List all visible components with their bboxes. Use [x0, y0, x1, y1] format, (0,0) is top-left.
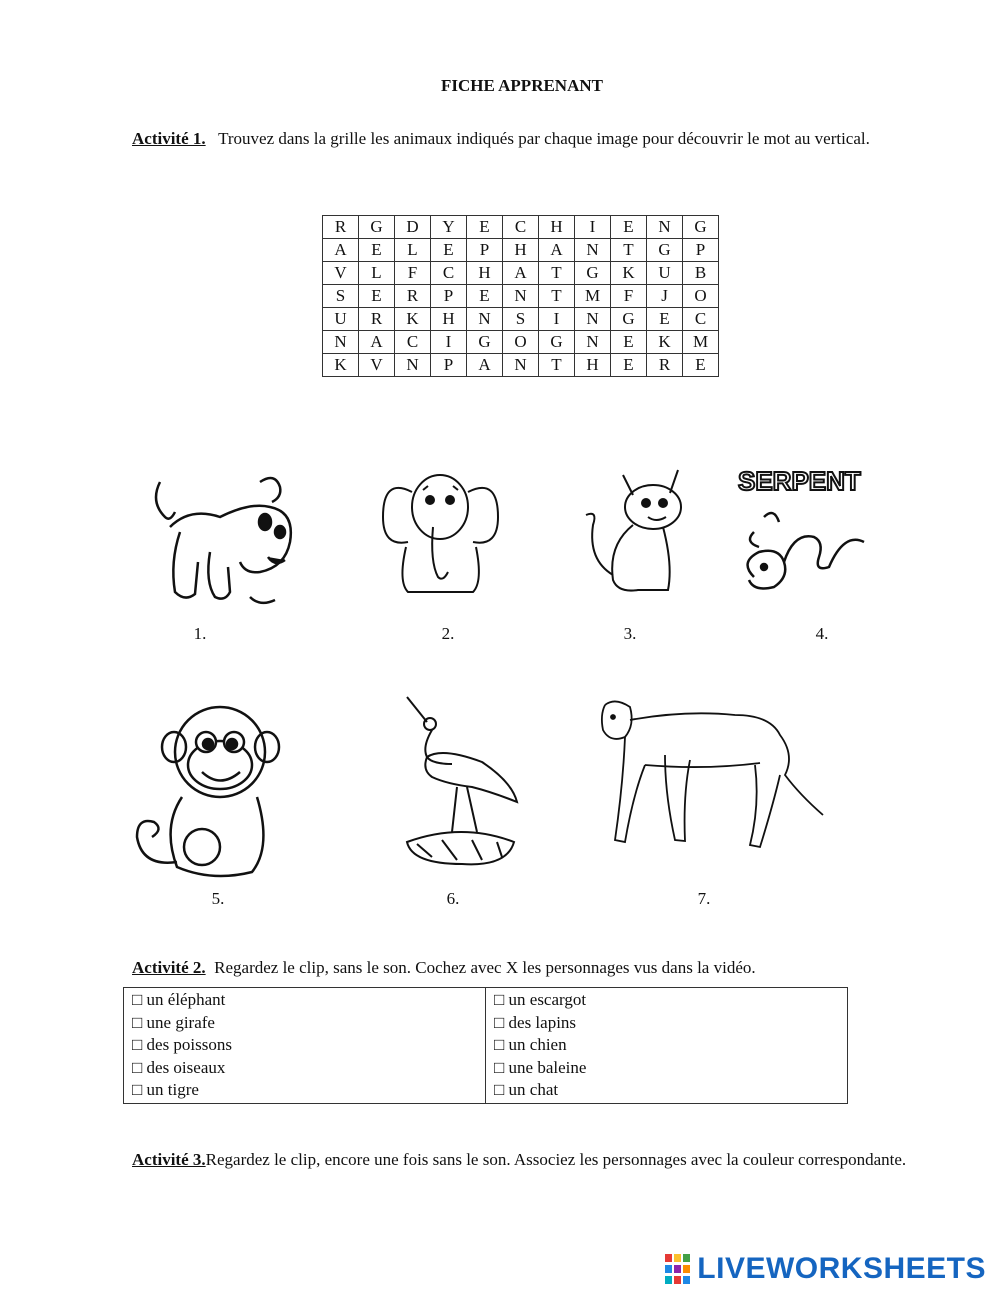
snake-illustration [734, 462, 872, 602]
grid-cell[interactable]: R [647, 354, 683, 377]
grid-cell[interactable]: E [359, 285, 395, 308]
grid-cell[interactable]: B [683, 262, 719, 285]
grid-cell[interactable]: N [647, 216, 683, 239]
grid-cell[interactable]: G [359, 216, 395, 239]
grid-cell[interactable]: K [323, 354, 359, 377]
monkey-illustration [132, 697, 287, 887]
grid-row [323, 216, 719, 239]
activity2-label: Activité 2. [132, 958, 206, 977]
activity2-instructions [132, 957, 912, 979]
grid-cell[interactable]: E [431, 239, 467, 262]
grid-cell[interactable]: P [431, 354, 467, 377]
grid-cell[interactable]: G [467, 331, 503, 354]
grid-cell[interactable]: A [539, 239, 575, 262]
grid-cell[interactable]: T [611, 239, 647, 262]
activity1-label: Activité 1. [132, 129, 206, 148]
activity1-instructions [132, 128, 912, 150]
grid-cell[interactable]: C [395, 331, 431, 354]
grid-cell[interactable]: P [431, 285, 467, 308]
checkbox-item[interactable]: □ des poissons [132, 1035, 232, 1054]
grid-cell[interactable]: H [431, 308, 467, 331]
grid-cell[interactable]: E [611, 216, 647, 239]
grid-cell[interactable]: L [359, 262, 395, 285]
grid-cell[interactable]: E [683, 354, 719, 377]
grid-cell[interactable]: I [539, 308, 575, 331]
grid-cell[interactable]: G [575, 262, 611, 285]
checkbox-item[interactable]: □ un éléphant [132, 990, 226, 1009]
grid-cell[interactable]: R [359, 308, 395, 331]
grid-cell[interactable]: C [431, 262, 467, 285]
grid-cell[interactable]: E [611, 331, 647, 354]
grid-cell[interactable]: T [539, 285, 575, 308]
grid-cell[interactable]: O [683, 285, 719, 308]
activity3-instructions [132, 1149, 922, 1171]
logo-icon [665, 1254, 691, 1284]
picture-number: 2. [441, 624, 455, 643]
grid-cell[interactable]: N [575, 239, 611, 262]
grid-cell[interactable]: E [359, 239, 395, 262]
grid-cell[interactable]: I [431, 331, 467, 354]
checkbox-item[interactable]: □ un chat [494, 1080, 559, 1099]
checkbox-item[interactable]: □ une girafe [132, 1012, 215, 1032]
checkbox-item[interactable]: □ une baleine [494, 1057, 587, 1077]
grid-cell[interactable]: H [467, 262, 503, 285]
grid-cell[interactable]: M [575, 285, 611, 308]
grid-cell[interactable]: K [611, 262, 647, 285]
grid-cell[interactable]: V [359, 354, 395, 377]
checklist-left-column [124, 988, 486, 1104]
word-search-grid [322, 215, 719, 377]
grid-cell[interactable]: M [683, 331, 719, 354]
grid-cell[interactable]: Y [431, 216, 467, 239]
picture-number: 1. [193, 624, 207, 643]
elephant-illustration [378, 462, 503, 597]
checkbox-item[interactable]: □ un tigre [132, 1080, 199, 1099]
page-title: FICHE APPRENANT [441, 76, 603, 95]
grid-cell[interactable]: U [323, 308, 359, 331]
serpent-text: SERPENT [738, 466, 861, 496]
grid-row [323, 239, 719, 262]
grid-cell[interactable]: T [539, 354, 575, 377]
grid-cell[interactable]: N [503, 285, 539, 308]
grid-cell[interactable]: G [683, 216, 719, 239]
grid-cell[interactable]: E [647, 308, 683, 331]
grid-cell[interactable]: E [467, 216, 503, 239]
grid-cell[interactable]: N [575, 331, 611, 354]
dog-illustration [150, 462, 300, 607]
grid-cell[interactable]: U [647, 262, 683, 285]
grid-cell[interactable]: C [503, 216, 539, 239]
grid-cell[interactable]: G [647, 239, 683, 262]
grid-cell[interactable]: F [395, 262, 431, 285]
grid-cell[interactable]: R [323, 216, 359, 239]
activity1-text: Trouvez dans la grille les animaux indiqués par chaque image pour découvrir le mot au vertical. [218, 129, 870, 148]
grid-cell[interactable]: E [611, 354, 647, 377]
grid-row [323, 262, 719, 285]
grid-cell[interactable]: S [323, 285, 359, 308]
liveworksheets-logo [665, 1252, 986, 1286]
picture-number: 7. [697, 889, 711, 908]
grid-cell[interactable]: L [395, 239, 431, 262]
grid-cell[interactable]: S [503, 308, 539, 331]
grid-cell[interactable]: C [683, 308, 719, 331]
grid-cell[interactable]: I [575, 216, 611, 239]
activity2-text: Regardez le clip, sans le son. Cochez avec X les personnages vus dans la vidéo. [214, 958, 756, 977]
grid-cell[interactable]: H [539, 216, 575, 239]
grid-cell[interactable]: A [359, 331, 395, 354]
grid-cell[interactable]: H [503, 239, 539, 262]
grid-cell[interactable]: G [539, 331, 575, 354]
grid-cell[interactable]: O [503, 331, 539, 354]
cat-illustration [578, 465, 693, 600]
grid-cell[interactable]: V [323, 262, 359, 285]
grid-cell[interactable]: A [323, 239, 359, 262]
activity3-text: Regardez le clip, encore une fois sans le son. Associez les personnages avec la couleur correspondante. [205, 1150, 907, 1169]
grid-cell[interactable]: F [611, 285, 647, 308]
grid-cell[interactable]: G [611, 308, 647, 331]
checkbox-item[interactable]: □ un escargot [494, 990, 587, 1009]
grid-cell[interactable]: N [503, 354, 539, 377]
picture-number: 4. [815, 624, 829, 643]
activity3-label: Activité 3. [132, 1150, 206, 1169]
stork-illustration [402, 692, 520, 867]
grid-cell[interactable]: D [395, 216, 431, 239]
grid-row [323, 331, 719, 354]
grid-cell[interactable]: T [539, 262, 575, 285]
grid-cell[interactable]: E [467, 285, 503, 308]
grid-cell[interactable]: N [467, 308, 503, 331]
picture-number: 3. [623, 624, 637, 643]
grid-cell[interactable]: N [323, 331, 359, 354]
panther-illustration [585, 695, 825, 855]
checklist-right-column [486, 988, 848, 1104]
grid-cell[interactable]: P [467, 239, 503, 262]
picture-number: 5. [211, 889, 225, 908]
grid-row [323, 308, 719, 331]
grid-cell[interactable]: R [395, 285, 431, 308]
grid-cell[interactable]: J [647, 285, 683, 308]
checkbox-item[interactable]: □ un chien [494, 1035, 567, 1054]
grid-cell[interactable]: A [467, 354, 503, 377]
picture-number: 6. [446, 889, 460, 908]
checkbox-item[interactable]: □ des lapins [494, 1012, 577, 1032]
grid-cell[interactable]: A [503, 262, 539, 285]
grid-cell[interactable]: N [395, 354, 431, 377]
checkbox-item[interactable]: □ des oiseaux [132, 1057, 226, 1077]
grid-cell[interactable]: K [647, 331, 683, 354]
grid-cell[interactable]: P [683, 239, 719, 262]
grid-row [323, 285, 719, 308]
grid-cell[interactable]: N [575, 308, 611, 331]
logo-text: LIVEWORKSHEETS [697, 1252, 986, 1285]
grid-cell[interactable]: K [395, 308, 431, 331]
grid-row [323, 354, 719, 377]
grid-cell[interactable]: H [575, 354, 611, 377]
checklist-table [123, 987, 848, 1104]
